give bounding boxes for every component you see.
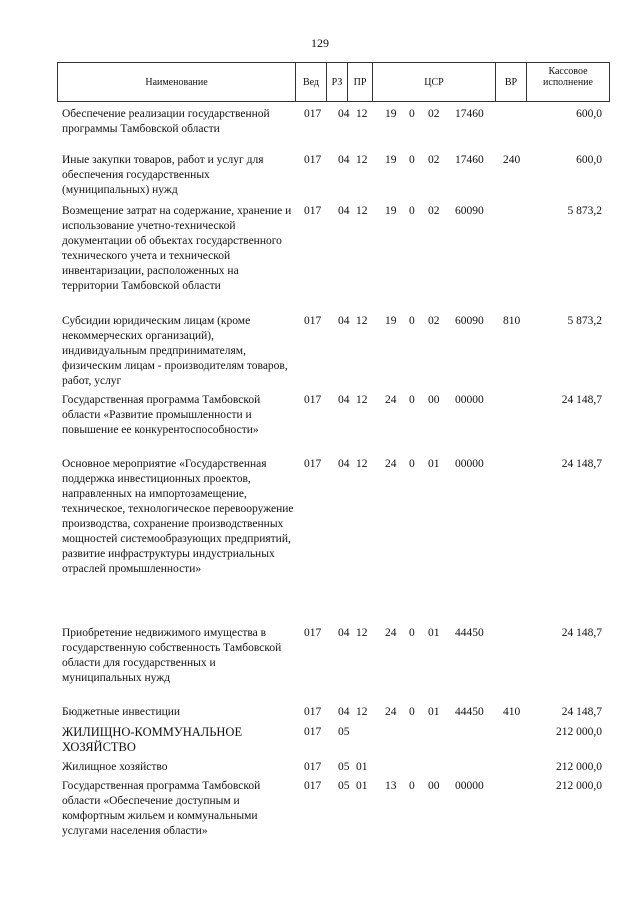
row-name: Обеспечение реализации государственной программы Тамбовской области xyxy=(62,108,270,135)
row-csr-program: 24 xyxy=(385,706,397,718)
row-pr: 12 xyxy=(356,394,368,406)
row-rz: 05 xyxy=(338,761,350,773)
row-ved: 017 xyxy=(304,726,322,738)
row-rz: 04 xyxy=(338,627,350,639)
row-pr: 12 xyxy=(356,627,368,639)
row-csr-direction: 60090 xyxy=(455,205,484,217)
header-cell-pr xyxy=(347,62,373,102)
row-csr-subprogram: 0 xyxy=(409,458,415,470)
row-name: Государственная программа Тамбовской области «Обеспечение доступным и комфортным жильем и коммунальными услугами населения области» xyxy=(62,780,261,837)
row-csr-direction: 44450 xyxy=(455,627,484,639)
row-pr: 12 xyxy=(356,205,368,217)
row-name: Приобретение недвижимого имущества в государственную собственность Тамбовской области для государственных и муниципальных нужд xyxy=(62,627,282,684)
row-sum: 212 000,0 xyxy=(556,726,602,738)
row-csr-subprogram: 0 xyxy=(409,315,415,327)
row-csr-subprogram: 0 xyxy=(409,780,415,792)
header-cell-csr xyxy=(372,62,496,102)
row-sum: 212 000,0 xyxy=(556,780,602,792)
row-csr-program: 19 xyxy=(385,108,397,120)
row-rz: 04 xyxy=(338,154,350,166)
row-sum: 24 148,7 xyxy=(561,706,602,718)
row-csr-subprogram: 0 xyxy=(409,108,415,120)
row-ved: 017 xyxy=(304,627,322,639)
row-csr-subprogram: 0 xyxy=(409,706,415,718)
row-sum: 5 873,2 xyxy=(567,205,602,217)
row-ved: 017 xyxy=(304,154,322,166)
row-csr-program: 24 xyxy=(385,458,397,470)
row-csr-event: 00 xyxy=(428,394,440,406)
row-ved: 017 xyxy=(304,458,322,470)
row-ved: 017 xyxy=(304,315,322,327)
row-csr-direction: 00000 xyxy=(455,780,484,792)
header-name-label: Наименование xyxy=(145,77,208,88)
row-rz: 05 xyxy=(338,780,350,792)
header-csr-label: ЦСР xyxy=(424,77,444,88)
row-csr-program: 19 xyxy=(385,154,397,166)
header-cell-ved xyxy=(295,62,327,102)
row-rz: 04 xyxy=(338,108,350,120)
row-csr-direction: 00000 xyxy=(455,458,484,470)
row-rz: 04 xyxy=(338,706,350,718)
row-csr-event: 01 xyxy=(428,458,440,470)
row-csr-direction: 17460 xyxy=(455,108,484,120)
row-name: Возмещение затрат на содержание, хранение и использование учетно-технической документации об объектах государственного технического учета и технической инвентаризации, расположенных на территории Тамбовской области xyxy=(62,205,292,292)
row-name: Бюджетные инвестиции xyxy=(62,706,181,718)
row-rz: 04 xyxy=(338,458,350,470)
header-sum-label: Кассовое исполнение xyxy=(543,66,593,88)
row-pr: 12 xyxy=(356,706,368,718)
row-csr-direction: 44450 xyxy=(455,706,484,718)
row-sum: 600,0 xyxy=(576,108,602,120)
row-csr-event: 02 xyxy=(428,315,440,327)
row-ved: 017 xyxy=(304,761,322,773)
row-name: Жилищное хозяйство xyxy=(62,761,168,773)
row-csr-event: 02 xyxy=(428,108,440,120)
row-pr: 12 xyxy=(356,315,368,327)
row-name: Субсидии юридическим лицам (кроме некоммерческих организаций), индивидуальным предпринимателям, физическим лицам - производителям товаров, работ, услуг xyxy=(62,315,288,387)
row-name: Основное мероприятие «Государственная поддержка инвестиционных проектов, направленных на импортозамещение, техническое, технологическое перевооружение производства, сохранение производственных мощностей системообразующих предприятий, развитие инфраструктуры индустриальных отраслей промышленности» xyxy=(62,458,294,575)
row-csr-event: 02 xyxy=(428,205,440,217)
row-csr-program: 19 xyxy=(385,315,397,327)
header-cell-rz xyxy=(326,62,348,102)
header-cell-sum xyxy=(526,62,610,102)
header-rz-label: РЗ xyxy=(331,77,343,88)
row-csr-event: 01 xyxy=(428,706,440,718)
header-ved-label: Вед xyxy=(302,77,320,88)
row-csr-event: 02 xyxy=(428,154,440,166)
row-sum: 24 148,7 xyxy=(561,458,602,470)
row-vr: 410 xyxy=(503,706,521,718)
row-rz: 04 xyxy=(338,394,350,406)
header-cell-name xyxy=(57,62,296,102)
header-vr-label: ВР xyxy=(504,77,518,88)
row-pr: 12 xyxy=(356,154,368,166)
header-cell-vr xyxy=(495,62,527,102)
page-number: 129 xyxy=(311,36,329,50)
row-ved: 017 xyxy=(304,108,322,120)
row-sum: 24 148,7 xyxy=(561,627,602,639)
row-pr: 01 xyxy=(356,761,368,773)
row-csr-direction: 60090 xyxy=(455,315,484,327)
row-name: Иные закупки товаров, работ и услуг для обеспечения государственных (муниципальных) нужд xyxy=(62,154,264,196)
row-name: ЖИЛИЩНО-КОММУНАЛЬНОЕ ХОЗЯЙСТВО xyxy=(62,725,243,754)
header-pr-label: ПР xyxy=(353,77,367,88)
row-csr-program: 24 xyxy=(385,627,397,639)
row-csr-subprogram: 0 xyxy=(409,154,415,166)
row-sum: 600,0 xyxy=(576,154,602,166)
row-pr: 12 xyxy=(356,108,368,120)
row-csr-event: 00 xyxy=(428,780,440,792)
row-csr-program: 13 xyxy=(385,780,397,792)
row-csr-subprogram: 0 xyxy=(409,394,415,406)
row-vr: 240 xyxy=(503,154,521,166)
row-vr: 810 xyxy=(503,315,521,327)
row-ved: 017 xyxy=(304,780,322,792)
row-csr-subprogram: 0 xyxy=(409,205,415,217)
row-pr: 01 xyxy=(356,780,368,792)
row-csr-program: 24 xyxy=(385,394,397,406)
row-ved: 017 xyxy=(304,394,322,406)
row-csr-direction: 17460 xyxy=(455,154,484,166)
row-name: Государственная программа Тамбовской области «Развитие промышленности и повышение ее конкурентоспособности» xyxy=(62,394,261,436)
row-csr-event: 01 xyxy=(428,627,440,639)
row-csr-program: 19 xyxy=(385,205,397,217)
row-sum: 5 873,2 xyxy=(567,315,602,327)
row-ved: 017 xyxy=(304,706,322,718)
row-rz: 04 xyxy=(338,315,350,327)
row-csr-subprogram: 0 xyxy=(409,627,415,639)
row-ved: 017 xyxy=(304,205,322,217)
row-rz: 05 xyxy=(338,726,350,738)
row-sum: 212 000,0 xyxy=(556,761,602,773)
row-sum: 24 148,7 xyxy=(561,394,602,406)
row-csr-direction: 00000 xyxy=(455,394,484,406)
row-rz: 04 xyxy=(338,205,350,217)
row-pr: 12 xyxy=(356,458,368,470)
